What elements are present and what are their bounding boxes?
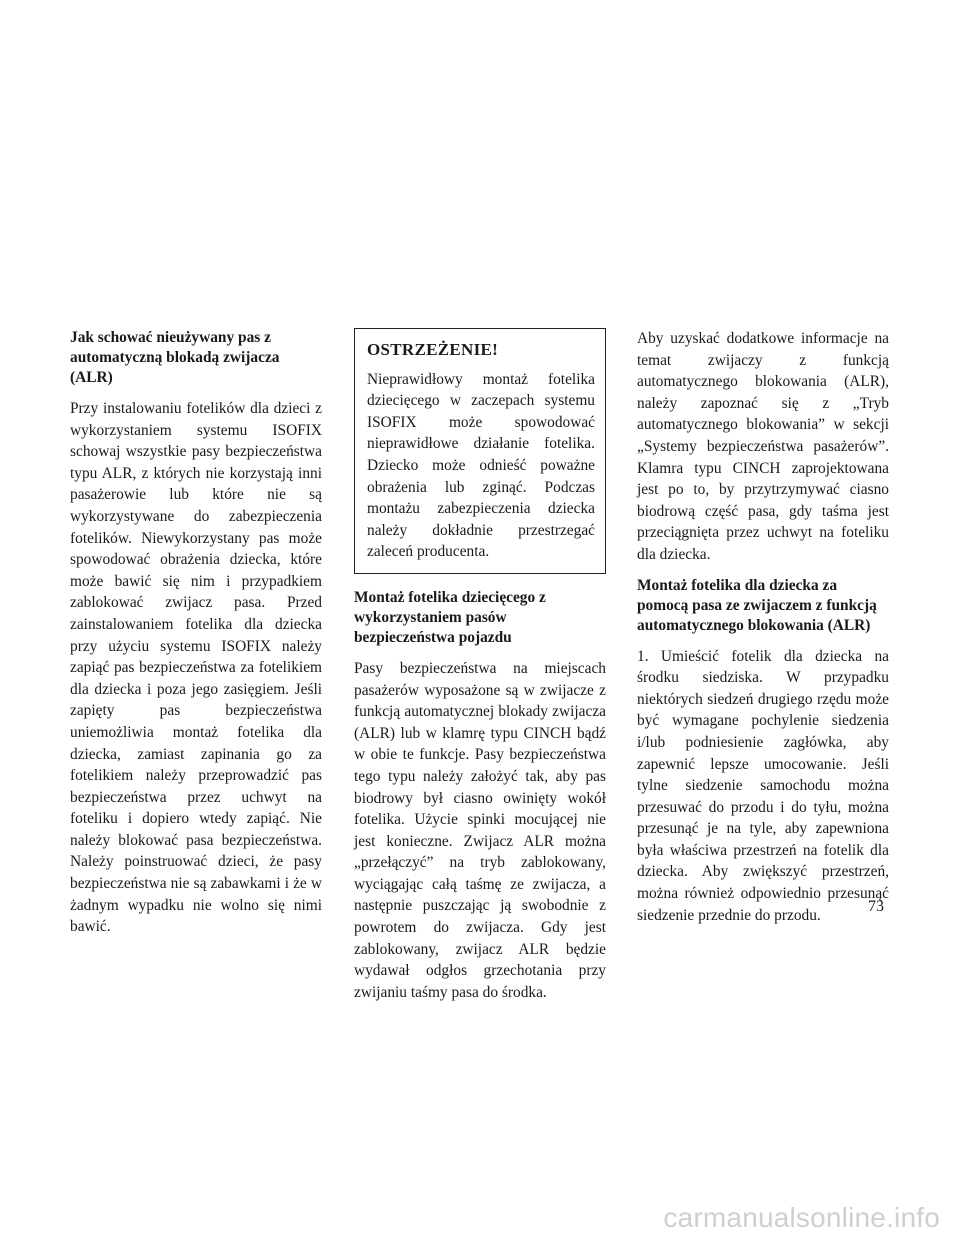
step-1-text: 1. Umieścić fotelik dla dziecka na środku siedziska. W przypadku niektórych siedzeń drugiego rzędu może być wymagane pochylenie siedzenia i/lub podniesienie zagłówka, aby zapewnić lepsze umocowanie. Jeśli tylne siedzenie samochodu można przesuwać do przodu i do tyłu, można przesunąć je na tyle, aby zapewniona była właściwa przestrzeń na fotelik dla dziecka. Aby zwiększyć przestrzeń, można również odpowiednio przesunąć siedzenie przednie do przodu. (637, 647, 889, 924)
section-heading-alr-install: Montaż fotelika dla dziecka za pomocą pasa ze zwijaczem z funkcją automatycznego blokowania (ALR) (637, 576, 877, 634)
paragraph-alr-stow: Przy instalowaniu fotelików dla dzieci z wykorzystaniem systemu ISOFIX schowaj wszystkie pasy bezpieczeństwa typu ALR, z których nie korzystają inni pasażerowie lub które nie są wykorzystywane do zabezpieczenia fotelików. Niewykorzystany pas może spowodować obrażenia dziecka, które może bawić się nim i przypadkiem zablokować zwijacz pasa. Przed zainstalowaniem fotelika dla dziecka przy użyciu systemu ISOFIX należy zapiąć pas bezpieczeństwa za fotelikiem dla dziecka i poza jego zasięgiem. Jeśli zapięty pas bezpieczeństwa uniemożliwia montaż fotelika dla dziecka, zamiast zapinania go za fotelikiem należy przeprowadzić pas bezpieczeństwa przez uchwyt na foteliku i dopiero wtedy zapiąć. Nie należy blokować pasa bezpieczeństwa. Należy poinstruować dzieci, że pasy bezpieczeństwa nie są zabawkami i że w żadnym wypadku nie wolno się nimi bawić. (70, 400, 322, 936)
section-heading-alr-stow: Jak schować nieużywany pas z automatyczną blokadą zwijacza (ALR) (70, 329, 280, 386)
column-right (637, 328, 889, 936)
column-left (70, 328, 322, 948)
warning-box (354, 328, 606, 574)
warning-text: Nieprawidłowy montaż fotelika dziecięcego w zaczepach systemu ISOFIX może spowodować nieprawidłowe działanie fotelika. Dziecko może odnieść poważne obrażenia lub zginąć. Podczas montażu zabezpieczenia dziecka należy dokładnie przestrzegać zaleceń producenta. (367, 370, 595, 561)
section-heading-seatbelt-install: Montaż fotelika dziecięcego z wykorzystaniem pasów bezpieczeństwa pojazdu (354, 588, 546, 646)
paragraph-seatbelt-install: Pasy bezpieczeństwa na miejscach pasażerów wyposażone są w zwijacze z funkcją automatycznej blokady zwijacza (ALR) lub w klamrę typu CINCH bądź w obie te funkcje. Pasy bezpieczeństwa tego typu należy założyć tak, aby pas biodrowy był ciasno owinięty wokół fotelika. Użycie spinki mocującej nie jest konieczne. Zwijacz ALR można „przełączyć” na tryb zablokowany, wyciągając całą taśmę ze zwijacza, a następnie puszczając ją swobodnie z powrotem do zwijacza. Gdy jest zablokowany, zwijacz ALR będzie wydawał odgłos grzechotania przy zwijaniu taśmy pasa do środka. (354, 659, 606, 1001)
page-number: 73 (868, 898, 884, 915)
warning-title: OSTRZEŻENIE! (367, 340, 499, 359)
watermark: carmanualsonline.info (663, 1202, 940, 1233)
paragraph-alr-info: Aby uzyskać dodatkowe informacje na temat zwijaczy z funkcją automatycznego blokowania (ALR), należy zapoznać się z „Tryb automatycznego blokowania” w sekcji „Systemy bezpieczeństwa pasażerów”. Klamra typu CINCH zaprojektowana jest po to, by przytrzymywać ciasno biodrową część pasa, gdy taśma jest przeciągnięta przez uchwyt na foteliku dla dziecka. (637, 330, 889, 563)
column-middle (354, 328, 606, 1013)
